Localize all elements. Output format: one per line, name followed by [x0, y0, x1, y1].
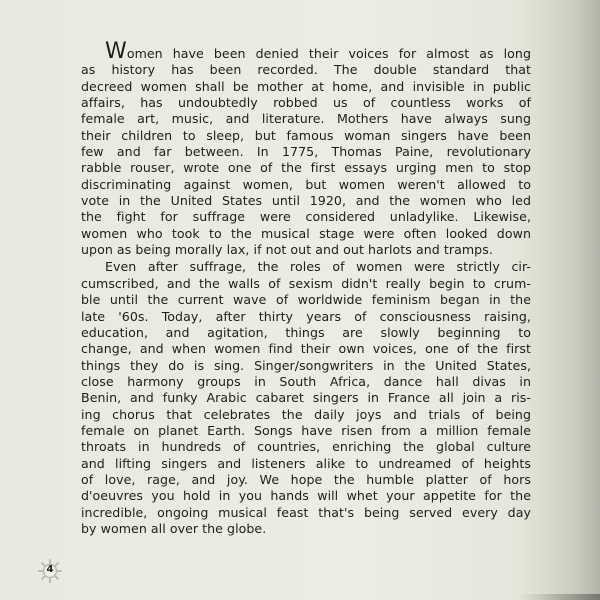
text-line: their children to sleep, but famous woman singers have been	[81, 127, 531, 143]
text-line: by women all over the globe.	[81, 520, 267, 536]
paragraph-1	[81, 39, 531, 258]
text-line: Even after suffrage, the roles of women were strictly cir-	[105, 259, 531, 275]
text-line: things they do is sing. Singer/songwriters in the United States,	[81, 357, 531, 373]
text-line: Benin, and funky Arabic cabaret singers in France all join a ris-	[81, 390, 531, 406]
text-line: ble until the current wave of worldwide feminism began in the	[81, 292, 531, 308]
text-line: education, and agitation, things are slowly beginning to	[81, 324, 531, 340]
text-line: rabble rouser, wrote one of the first essays urging men to stop	[81, 160, 531, 176]
text-line: throats in hundreds of countries, enriching the global culture	[81, 439, 531, 455]
text-line: women who took to the musical stage were often looked down	[81, 225, 531, 241]
text-line: upon as being morally lax, if not out and out harlots and tramps.	[81, 242, 493, 258]
text-line: female art, music, and literature. Mothers have always sung	[81, 111, 531, 127]
text-line: as history has been recorded. The double standard that	[81, 62, 531, 78]
text-line: few and far between. In 1775, Thomas Paine, revolutionary	[81, 144, 531, 160]
text-line: d'oeuvres you hold in you hands will whet your appetite for the	[81, 488, 531, 504]
drop-cap: W	[105, 39, 127, 64]
text-line: Women have been denied their voices for almost as long	[105, 39, 531, 64]
paragraph-2	[81, 259, 531, 537]
page-number: 4	[46, 564, 54, 575]
page-spine-shadow	[540, 0, 600, 600]
text-line: affairs, has undoubtedly robbed us of countless works of	[81, 95, 531, 111]
text-line: of love, rage, and joy. We hope the humble platter of hors	[81, 471, 531, 487]
text-line: cumscribed, and the walls of sexism didn't really begin to crum-	[81, 275, 531, 291]
text-line: close harmony groups in South Africa, dance hall divas in	[81, 373, 531, 389]
text-line: incredible, ongoing musical feast that's being served every day	[81, 504, 531, 520]
text-line: female on planet Earth. Songs have risen from a million female	[81, 422, 531, 438]
text-line: and lifting singers and listeners alike to undreamed of heights	[81, 455, 531, 471]
body-text	[81, 39, 531, 537]
text-line: the fight for suffrage were considered unladylike. Likewise,	[81, 209, 531, 225]
text-line: vote in the United States until 1920, and the women who led	[81, 193, 531, 209]
text-line: decreed women shall be mother at home, and invisible in public	[81, 78, 531, 94]
page-edge	[520, 594, 600, 600]
text-line: late '60s. Today, after thirty years of consciousness raising,	[81, 308, 531, 324]
text-line: discriminating against women, but women weren't allowed to	[81, 176, 531, 192]
text-line: change, and when women find their own voices, one of the first	[81, 341, 531, 357]
page-number-badge	[38, 559, 62, 583]
text-line: ing chorus that celebrates the daily joys and trials of being	[81, 406, 531, 422]
